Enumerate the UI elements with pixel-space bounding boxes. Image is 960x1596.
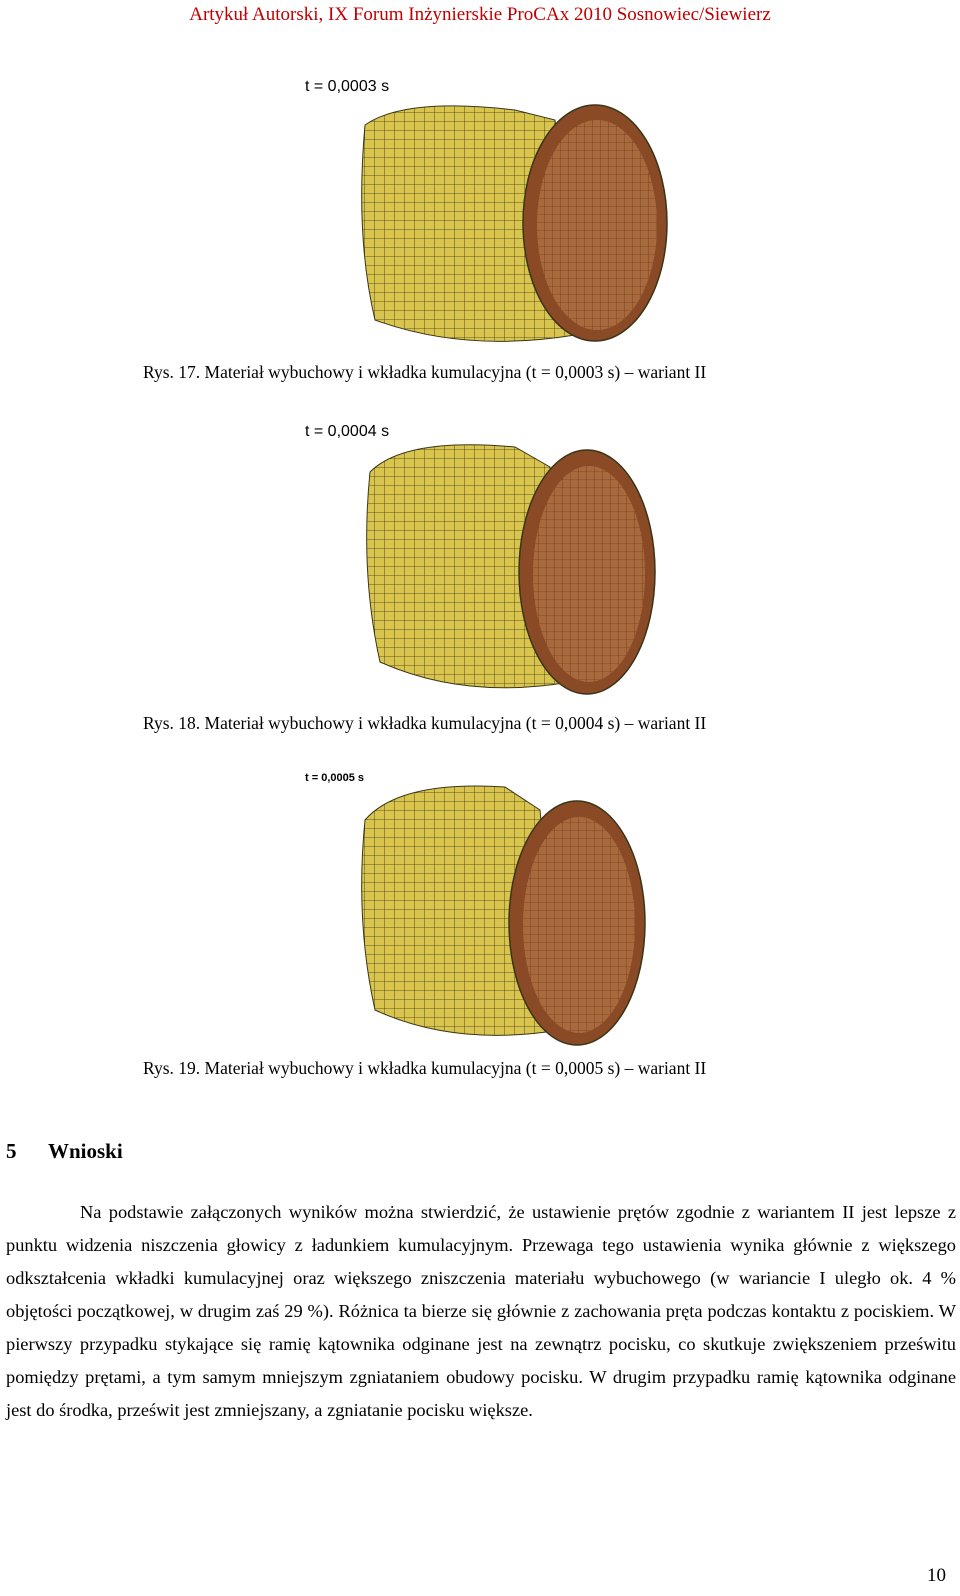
figure-19-image: [355, 775, 665, 1050]
figure-17-caption: Rys. 17. Materiał wybuchowy i wkładka kumulacyjna (t = 0,0003 s) – wariant II: [143, 362, 707, 382]
section-title: Wnioski: [48, 1139, 123, 1163]
page-number: 10: [927, 1565, 946, 1586]
conclusions-text: [6, 1196, 956, 1427]
figure-18-caption: Rys. 18. Materiał wybuchowy i wkładka kumulacyjna (t = 0,0004 s) – wariant II: [143, 713, 707, 733]
conclusions-paragraph: Na podstawie załączonych wyników można stwierdzić, że ustawienie prętów zgodnie z wariantem II jest lepsze z punktu widzenia niszczenia głowicy z ładunkiem kumulacyjnym. Przewaga tego ustawienia wynika głównie z większego odkształcenia wkładki kumulacyjnej oraz większego zniszczenia materiału wybuchowego (w wariancie I uległo ok. 4 % objętości początkowej, w drugim zaś 29 %). Różnica ta bierze się głównie z zachowania pręta podczas kontaktu z pociskiem. W pierwszy przypadku stykające się ramię kątownika odginane jest na zewnątrz pocisku, co skutkuje zwiększeniem prześwitu pomiędzy prętami, a tym samym mniejszym zgniataniem obudowy pocisku. W drugim przypadku ramię kątownika odginane jest do środka, prześwit jest zmniejszany, a zgniatanie pocisku większe.: [6, 1202, 956, 1420]
figure-17-image: [345, 95, 685, 355]
figure-18-time-label: t = 0,0004 s: [305, 423, 390, 440]
figure-19-time-label: t = 0,0005 s: [305, 772, 365, 784]
figure-19-caption: Rys. 19. Materiał wybuchowy i wkładka kumulacyjna (t = 0,0005 s) – wariant II: [143, 1058, 707, 1078]
figure-18-image: [355, 432, 675, 702]
figure-17-time-label: t = 0,0003 s: [305, 78, 390, 95]
page-header: Artykuł Autorski, IX Forum Inżynierskie ProCAx 2010 Sosnowiec/Siewierz: [189, 4, 771, 25]
section-number: 5: [6, 1139, 17, 1163]
section-heading: [6, 1139, 123, 1164]
